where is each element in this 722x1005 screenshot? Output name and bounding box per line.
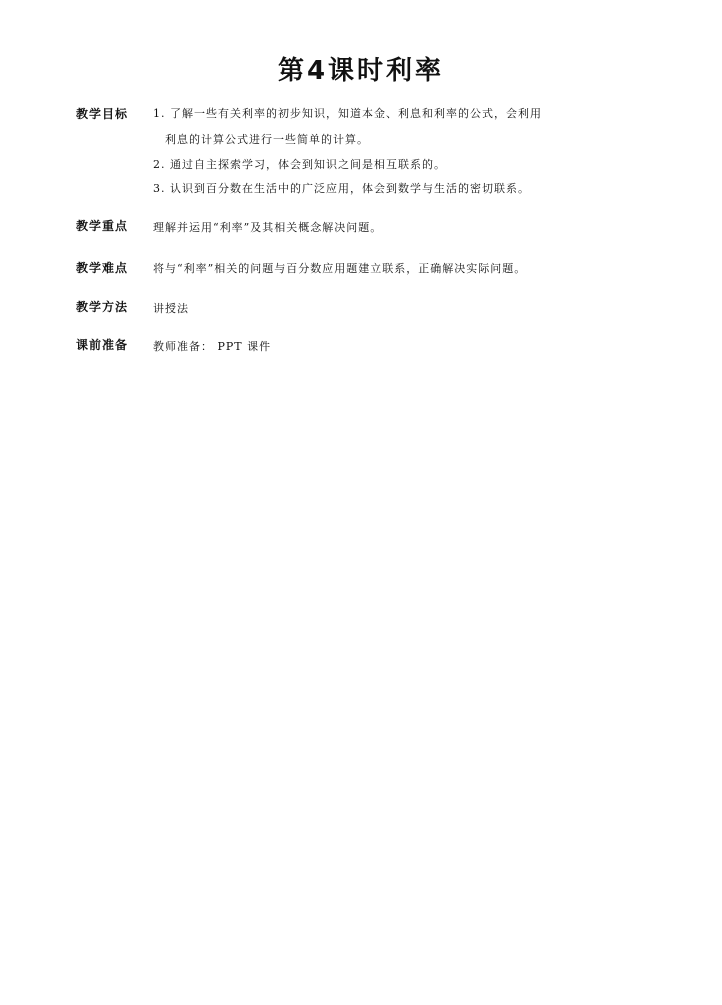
key-points-text: 理解并运用“利率”及其相关概念解决问题。 xyxy=(153,221,383,234)
page-title: 第4课时利率 xyxy=(277,56,445,86)
goal-line-2: 利息的计算公式进行一些简单的计算。 xyxy=(165,133,369,146)
method-text: 讲授法 xyxy=(153,302,189,315)
preparation-label: 课前准备 xyxy=(76,338,129,352)
method-label: 教学方法 xyxy=(76,300,129,314)
difficulties-label: 教学难点 xyxy=(76,261,129,275)
difficulties-text: 将与“利率”相关的问题与百分数应用题建立联系，正确解决实际问题。 xyxy=(153,262,527,275)
goals-label: 教学目标 xyxy=(76,107,129,121)
key-points-label: 教学重点 xyxy=(76,219,129,233)
goal-line-3: 2. 通过自主探索学习，体会到知识之间是相互联系的。 xyxy=(153,158,446,171)
goal-line-4: 3. 认识到百分数在生活中的广泛应用，体会到数学与生活的密切联系。 xyxy=(153,182,530,195)
goal-line-1: 1. 了解一些有关利率的初步知识，知道本金、利息和利率的公式，会利用 xyxy=(153,107,542,120)
preparation-text: 教师准备： PPT 课件 xyxy=(153,340,272,353)
